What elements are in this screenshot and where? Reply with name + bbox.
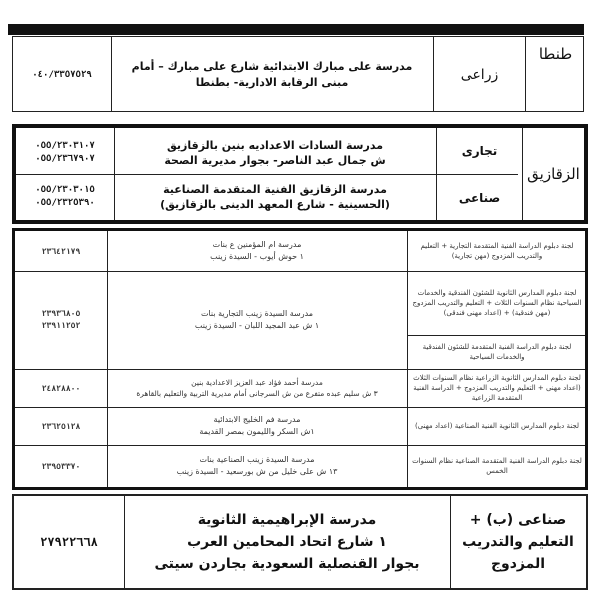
phone-cell: ٢٣٦٢٥١٢٨ [41, 421, 81, 431]
phone-cell: ٢٤٨٢٨٨٠٠ [41, 383, 81, 393]
zagazig-block [12, 124, 588, 224]
committee-cell: لجنة دبلوم المدارس الثانوية الزراعية نظام السنوات الثلاث (اعداد مهنى + التعليم والتدريب المزدوج + الدراسة الفنية المتقدمة الزراعية [413, 374, 581, 402]
city-cell: الزقازيق [527, 165, 580, 183]
committee-cell: لجنة دبلوم الدراسة الفنية المتقدمة الصناعية نظام السنوات الخمس [412, 457, 582, 475]
city-cell: طنطا [538, 45, 573, 63]
type-cell: صناعى [458, 190, 501, 205]
school-name: مدرسة السيدة زينب التجارية بنات [200, 309, 314, 318]
school-name: مدرسة فم الخليج الابتدائية [213, 415, 301, 424]
committees-block [12, 228, 588, 490]
phone-cell: ٢٣٦٤٢١٧٩ [41, 246, 81, 256]
table-row-bottom [12, 494, 588, 590]
school-name: مدرسة ام المؤمنين ع بنات [212, 240, 302, 249]
type-cell [452, 504, 584, 580]
school-address: ١ حوش أيوب - السيدة زينب [210, 252, 304, 261]
committee-cell: لجنة دبلوم المدارس الثانوية للشئون الفندقية والخدمات السياحية نظام السنوات الثلاث + التعليم والتدريب المزدوج (مهن فندقية) + (اعداد مهنى فندقى) [412, 289, 582, 317]
committee-cell: لجنة دبلوم الدراسة الفنية المتقدمة التجارية + التعليم والتدريب المزدوج (مهن تجارية) [420, 242, 574, 260]
table-row-tanta [12, 36, 584, 112]
top-border-bar [8, 24, 584, 35]
phone-line: ٢٣٩٣٦٨٠٥ [41, 309, 81, 318]
school-name: مدرسة السادات الاعداديه بنين بالزقازيق [167, 139, 383, 152]
phone-line: ٠٥٥/٢٣٠٣١٠٧ [35, 141, 95, 151]
type-cell: تجارى [461, 144, 498, 158]
school-cell: مدرسة على مبارك الابتدائية شارع على مبارك – أمام مبنى الرقابة الادارية- بطنطا [131, 60, 413, 89]
school-cell [120, 136, 430, 170]
phone-cell: ٢٣٩٥٣٣٧٠ [41, 461, 81, 471]
school-cell [111, 370, 403, 406]
school-address: ١٣ ش على خليل من ش بورسعيد - السيدة زينب [176, 467, 338, 476]
phone-cell [16, 180, 114, 214]
phone-line: ٠٥٥/٢٣٠٣٠١٥ [35, 185, 95, 195]
school-cell [111, 233, 403, 269]
school-cell [130, 504, 444, 580]
phone-cell: ٠٤٠/٣٣٥٧٥٢٩ [32, 70, 92, 80]
school-name: مدرسة أحمد فؤاد عبد العزيز الاعدادية بنين [191, 378, 323, 387]
school-address: بجوار القنصلية السعودية بجاردن سيتى [154, 556, 420, 572]
school-name: مدرسة الإبراهيمية الثانوية [197, 512, 377, 528]
school-name: مدرسة السيدة زينب الصناعية بنات [199, 455, 315, 464]
phone-line: ٢٣٩١١٢٥٢ [41, 321, 81, 330]
school-name: مدرسة الزقازيق الفنية المتقدمة الصناعية [163, 183, 387, 196]
school-address: (الحسينية - شارع المعهد الدينى بالزقازيق) [160, 198, 390, 211]
committee-cell: لجنة دبلوم المدارس الثانوية الفنية الصناعية (اعداد مهنى) [415, 422, 579, 430]
type-line: المزدوج [490, 556, 546, 572]
school-address: ٣ ش سليم عبده متفرع من ش السرجانى أمام مديرية التربية والتعليم بالقاهرة [136, 389, 378, 398]
school-cell [120, 180, 430, 214]
type-cell: زراعى [460, 67, 499, 83]
school-cell [111, 408, 403, 444]
school-cell [111, 271, 403, 369]
phone-cell [15, 271, 107, 369]
school-cell [111, 446, 403, 486]
phone-cell [16, 136, 114, 170]
type-line: صناعى (ب) + [469, 512, 567, 528]
phone-line: ٠٥٥/٢٣٦٧٩٠٧ [35, 154, 95, 164]
type-line: التعليم والتدريب [462, 534, 574, 550]
school-address: ١ شارع اتحاد المحامين العرب [187, 534, 387, 550]
school-address: ش جمال عبد الناصر- بجوار مديرية الصحة [164, 154, 386, 167]
school-address: ١ ش عبد المجيد اللبان - السيدة زينب [194, 321, 320, 330]
phone-line: ٠٥٥/٢٣٢٥٣٩٠ [35, 198, 95, 208]
committee-cell: لجنة دبلوم الدراسة الفنية المتقدمة للشئون الفندقية والخدمات السياحية [422, 343, 572, 361]
phone-cell: ٢٧٩٢٢٦٦٨ [40, 535, 98, 549]
school-address: ١ش السكر والليمون بمصر القديمة [199, 427, 315, 436]
